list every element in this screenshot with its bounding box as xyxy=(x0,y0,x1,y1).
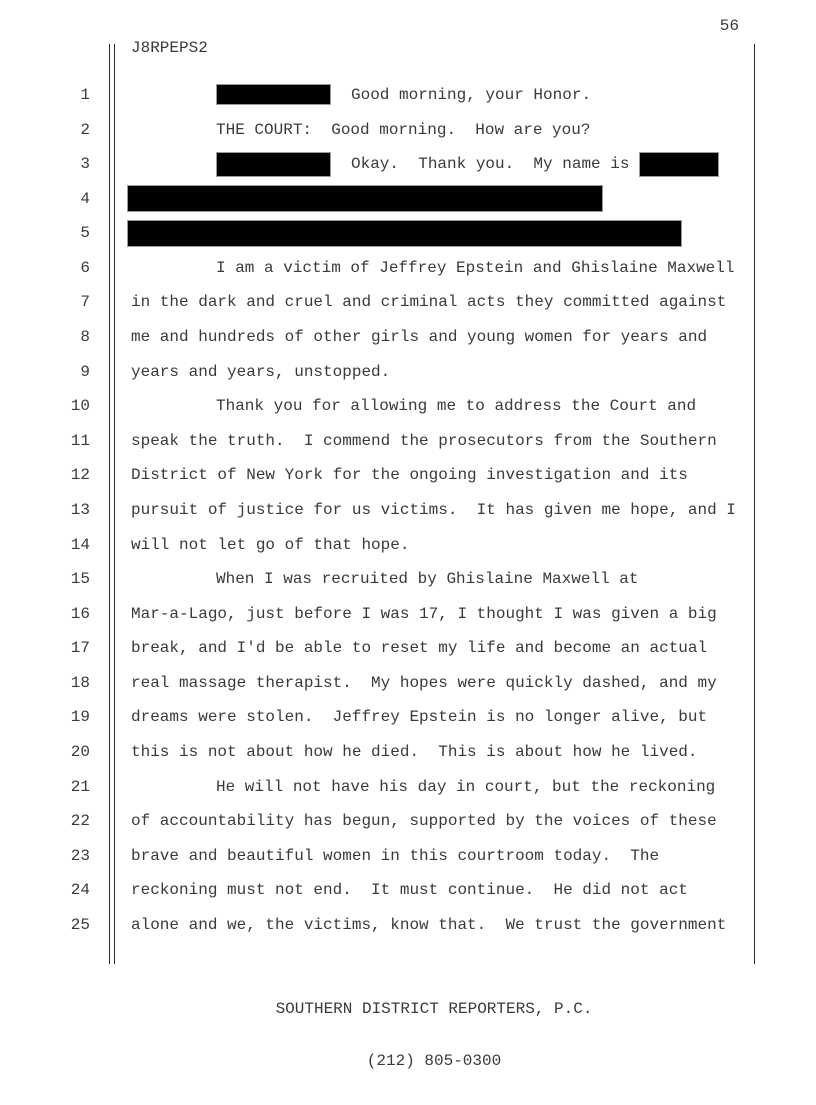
line-content xyxy=(131,458,688,493)
line-number: 13 xyxy=(70,500,90,519)
line-content xyxy=(131,424,717,459)
transcript-text: THE COURT: Good morning. How are you? xyxy=(216,120,591,139)
line-content xyxy=(131,839,659,874)
transcript-line xyxy=(0,839,760,874)
line-number: 10 xyxy=(70,397,90,416)
line-number: 24 xyxy=(70,881,90,900)
line-number: 15 xyxy=(70,570,90,589)
transcript-text: Thank you for allowing me to address the Court and xyxy=(216,397,697,416)
transcript-text: Mar-a-Lago, just before I was 17, I thought I was given a big xyxy=(131,604,717,623)
transcript-text: me and hundreds of other girls and young women for years and xyxy=(131,328,708,347)
transcript-line xyxy=(0,216,760,251)
redaction-bar xyxy=(216,152,331,177)
transcript-line xyxy=(0,458,760,493)
transcript-line xyxy=(0,389,760,424)
line-content xyxy=(131,147,719,182)
transcript-text: in the dark and cruel and criminal acts they committed against xyxy=(131,293,727,312)
line-content xyxy=(131,112,590,147)
transcript-line xyxy=(0,285,760,320)
transcript-text: this is not about how he died. This is about how he lived. xyxy=(131,743,698,762)
redaction-bar xyxy=(216,84,331,105)
transcript-text: years and years, unstopped. xyxy=(131,362,391,381)
redaction-bar xyxy=(127,185,603,212)
reporter-footer xyxy=(131,966,737,1105)
line-content xyxy=(131,562,638,597)
line-content xyxy=(131,354,390,389)
transcript-line xyxy=(0,527,760,562)
line-number: 16 xyxy=(70,604,90,623)
line-number: 20 xyxy=(70,743,90,762)
line-number: 12 xyxy=(70,466,90,485)
transcript-text: When I was recruited by Ghislaine Maxwell at xyxy=(216,570,639,589)
line-number: 14 xyxy=(70,535,90,554)
line-content xyxy=(131,596,717,631)
line-content xyxy=(131,320,707,355)
transcript-text: He will not have his day in court, but the reckoning xyxy=(216,777,716,796)
line-number: 19 xyxy=(70,708,90,727)
redaction-bar xyxy=(639,152,719,177)
footer-firm-name: SOUTHERN DISTRICT REPORTERS, P.C. xyxy=(275,999,593,1018)
transcript-text: pursuit of justice for us victims. It has given me hope, and I xyxy=(131,500,736,519)
page-number: 56 xyxy=(719,17,739,35)
transcript-text: break, and I'd be able to reset my life and become an actual xyxy=(131,639,708,658)
transcript-line xyxy=(0,769,760,804)
footer-phone: (212) 805-0300 xyxy=(366,1052,502,1071)
line-number: 22 xyxy=(70,812,90,831)
transcript-line xyxy=(0,147,760,182)
line-number: 4 xyxy=(80,189,90,208)
transcript-text: Good morning, your Honor. xyxy=(351,85,592,104)
line-number: 2 xyxy=(80,120,90,139)
transcript-text: I am a victim of Jeffrey Epstein and Ghislaine Maxwell xyxy=(216,258,735,277)
transcript-line xyxy=(0,908,760,943)
transcript-text: brave and beautiful women in this courtroom today. The xyxy=(131,846,660,865)
transcript-text: Okay. Thank you. My name is xyxy=(351,155,630,174)
redaction-bar xyxy=(127,220,682,247)
transcript-line xyxy=(0,181,760,216)
line-number: 3 xyxy=(80,155,90,174)
transcript-line xyxy=(0,493,760,528)
document-id: J8RPEPS2 xyxy=(131,39,208,57)
line-content xyxy=(131,493,736,528)
line-content xyxy=(131,251,734,286)
transcript-line xyxy=(0,735,760,770)
line-number: 5 xyxy=(80,224,90,243)
transcript-line xyxy=(0,78,760,113)
transcript-line xyxy=(0,354,760,389)
transcript-line xyxy=(0,112,760,147)
line-content xyxy=(131,666,717,701)
line-number: 18 xyxy=(70,673,90,692)
line-number: 9 xyxy=(80,362,90,381)
line-content xyxy=(131,804,717,839)
line-content xyxy=(131,216,682,251)
transcript-line xyxy=(0,873,760,908)
transcript-text: District of New York for the ongoing investigation and its xyxy=(131,466,688,485)
line-number: 6 xyxy=(80,258,90,277)
line-number: 23 xyxy=(70,846,90,865)
line-number: 8 xyxy=(80,328,90,347)
line-number: 17 xyxy=(70,639,90,658)
line-content xyxy=(131,527,409,562)
transcript-text: of accountability has begun, supported by the voices of these xyxy=(131,812,717,831)
transcript-text: speak the truth. I commend the prosecutors from the Southern xyxy=(131,431,717,450)
line-content xyxy=(131,873,688,908)
transcript-text: alone and we, the victims, know that. We trust the government xyxy=(131,915,727,934)
line-content xyxy=(131,631,707,666)
line-content xyxy=(131,769,715,804)
transcript-line xyxy=(0,666,760,701)
transcript-text: reckoning must not end. It must continue. He did not act xyxy=(131,881,688,900)
transcript-line xyxy=(0,700,760,735)
transcript-line xyxy=(0,596,760,631)
transcript-line xyxy=(0,251,760,286)
transcript-line xyxy=(0,804,760,839)
transcript-text: real massage therapist. My hopes were quickly dashed, and my xyxy=(131,673,717,692)
line-content xyxy=(131,389,696,424)
line-content xyxy=(131,700,707,735)
transcript-line xyxy=(0,320,760,355)
transcript-line xyxy=(0,424,760,459)
transcript-text: dreams were stolen. Jeffrey Epstein is no longer alive, but xyxy=(131,708,708,727)
line-number: 11 xyxy=(70,431,90,450)
transcript-line xyxy=(0,562,760,597)
transcript-text: will not let go of that hope. xyxy=(131,535,410,554)
transcript-line xyxy=(0,631,760,666)
line-number: 25 xyxy=(70,915,90,934)
line-number: 21 xyxy=(70,777,90,796)
line-content xyxy=(131,285,726,320)
line-content xyxy=(131,735,698,770)
line-number: 7 xyxy=(80,293,90,312)
line-content xyxy=(131,181,603,216)
line-content xyxy=(131,908,726,943)
line-content xyxy=(131,78,591,113)
line-number: 1 xyxy=(80,85,90,104)
